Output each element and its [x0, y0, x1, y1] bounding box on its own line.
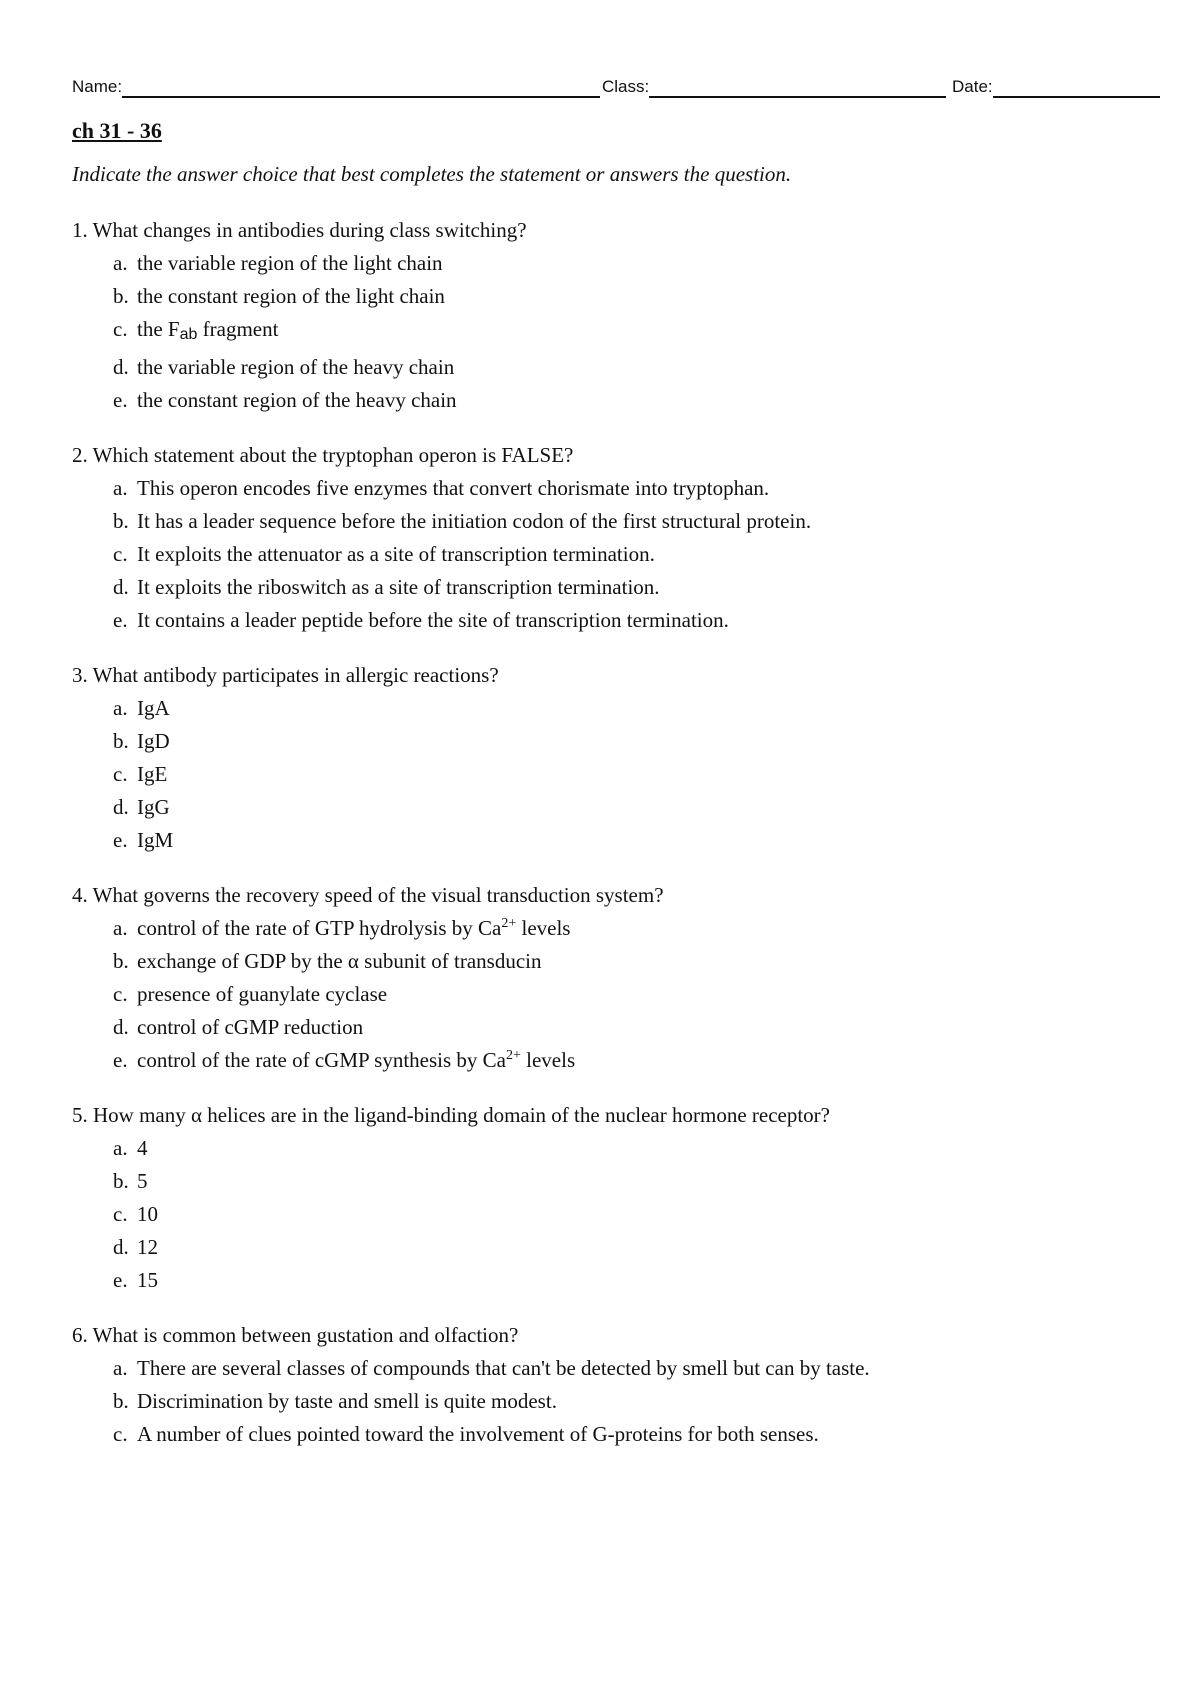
answer-option[interactable]	[72, 1198, 1132, 1231]
answer-option[interactable]	[72, 1165, 1132, 1198]
question-stem: 5. How many α helices are in the ligand-binding domain of the nuclear hormone receptor?	[72, 1103, 830, 1127]
option-text: the constant region of the heavy chain	[137, 388, 457, 412]
option-text: There are several classes of compounds that can't be detected by smell but can by taste.	[137, 1356, 870, 1380]
answer-option[interactable]	[72, 505, 1132, 538]
option-letter: b.	[113, 949, 129, 973]
answer-option[interactable]	[72, 725, 1132, 758]
option-letter: a.	[113, 476, 128, 500]
question-stem: 1. What changes in antibodies during class switching?	[72, 218, 527, 242]
class-field	[602, 72, 946, 98]
answer-option[interactable]	[72, 1352, 1132, 1385]
page-title: ch 31 - 36	[72, 118, 162, 143]
answer-option[interactable]	[72, 1264, 1132, 1297]
option-text: 4	[137, 1136, 148, 1160]
class-blank-line[interactable]	[649, 74, 946, 98]
answer-option[interactable]	[72, 945, 1132, 978]
answer-option[interactable]	[72, 824, 1132, 857]
option-text: 5	[137, 1169, 148, 1193]
option-text: 12	[137, 1235, 158, 1259]
option-letter: d.	[113, 1015, 129, 1039]
option-text: Discrimination by taste and smell is quite modest.	[137, 1389, 557, 1413]
option-letter: e.	[113, 388, 128, 412]
answer-option[interactable]	[72, 1044, 1132, 1077]
option-letter: e.	[113, 828, 128, 852]
question-stem: 4. What governs the recovery speed of the visual transduction system?	[72, 883, 664, 907]
option-text: IgG	[137, 795, 170, 819]
option-letter: a.	[113, 1136, 128, 1160]
answer-option[interactable]	[72, 1011, 1132, 1044]
option-text: It has a leader sequence before the initiation codon of the first structural protein.	[137, 509, 812, 533]
option-text: IgD	[137, 729, 170, 753]
question-stem: 2. Which statement about the tryptophan operon is FALSE?	[72, 443, 574, 467]
option-text-suffix: levels	[516, 916, 571, 940]
option-text: IgE	[137, 762, 168, 786]
option-text: 15	[137, 1268, 158, 1292]
answer-option[interactable]	[72, 912, 1132, 945]
option-text: the constant region of the light chain	[137, 284, 445, 308]
class-label: Class:	[602, 77, 650, 96]
question-6	[72, 1319, 1132, 1451]
answer-option[interactable]	[72, 692, 1132, 725]
option-letter: c.	[113, 542, 128, 566]
option-letter: b.	[113, 729, 129, 753]
answer-option[interactable]	[72, 1385, 1132, 1418]
question-stem: 6. What is common between gustation and olfaction?	[72, 1323, 519, 1347]
question-list	[72, 214, 1132, 1473]
answer-option[interactable]	[72, 758, 1132, 791]
answer-option[interactable]	[72, 791, 1132, 824]
answer-option[interactable]	[72, 978, 1132, 1011]
option-letter: d.	[113, 1235, 129, 1259]
option-text: It contains a leader peptide before the site of transcription termination.	[137, 608, 729, 632]
answer-option[interactable]	[72, 384, 1132, 417]
option-text: It exploits the attenuator as a site of transcription termination.	[137, 542, 655, 566]
option-text: A number of clues pointed toward the involvement of G-proteins for both senses.	[137, 1422, 819, 1446]
answer-option[interactable]	[72, 472, 1132, 505]
option-text: IgM	[137, 828, 174, 852]
answer-option[interactable]	[72, 1231, 1132, 1264]
option-letter: d.	[113, 575, 129, 599]
name-field	[72, 72, 600, 98]
option-text: This operon encodes five enzymes that convert chorismate into tryptophan.	[137, 476, 770, 500]
answer-option[interactable]	[72, 538, 1132, 571]
option-letter: b.	[113, 1389, 129, 1413]
student-info-header	[72, 72, 1160, 100]
option-letter: e.	[113, 608, 128, 632]
option-text: control of the rate of cGMP synthesis by Ca	[137, 1048, 506, 1072]
option-letter: b.	[113, 284, 129, 308]
option-letter: a.	[113, 251, 128, 275]
answer-option[interactable]	[72, 351, 1132, 384]
option-letter: c.	[113, 1202, 128, 1226]
question-2	[72, 439, 1132, 637]
option-text: 10	[137, 1202, 158, 1226]
answer-option[interactable]	[72, 1132, 1132, 1165]
date-blank-line[interactable]	[993, 74, 1160, 98]
answer-option[interactable]	[72, 1418, 1132, 1451]
option-text: the variable region of the light chain	[137, 251, 443, 275]
name-label: Name:	[72, 77, 123, 96]
option-letter: d.	[113, 795, 129, 819]
option-letter: e.	[113, 1048, 128, 1072]
option-text: IgA	[137, 696, 170, 720]
option-subscript: ab	[179, 326, 198, 343]
option-superscript: 2+	[501, 916, 517, 931]
option-letter: c.	[113, 762, 128, 786]
option-letter: a.	[113, 696, 128, 720]
option-text: presence of guanylate cyclase	[137, 982, 388, 1006]
option-text: exchange of GDP by the α subunit of transducin	[137, 949, 542, 973]
option-text: the F	[137, 317, 180, 341]
question-1	[72, 214, 1132, 417]
question-5	[72, 1099, 1132, 1297]
option-letter: d.	[113, 355, 129, 379]
option-letter: c.	[113, 1422, 128, 1446]
option-text: control of cGMP reduction	[137, 1015, 364, 1039]
answer-option[interactable]	[72, 571, 1132, 604]
answer-option[interactable]	[72, 247, 1132, 280]
option-superscript: 2+	[506, 1048, 521, 1063]
option-letter: e.	[113, 1268, 128, 1292]
option-letter: b.	[113, 1169, 129, 1193]
option-letter: b.	[113, 509, 129, 533]
question-3	[72, 659, 1132, 857]
date-label: Date:	[952, 77, 993, 96]
option-letter: c.	[113, 982, 128, 1006]
option-letter: a.	[113, 1356, 128, 1380]
date-field	[952, 72, 1160, 98]
option-text: the variable region of the heavy chain	[137, 355, 455, 379]
instructions: Indicate the answer choice that best completes the statement or answers the question.	[72, 162, 792, 186]
option-letter: a.	[113, 916, 128, 940]
option-text-suffix: levels	[520, 1048, 576, 1072]
name-blank-line[interactable]	[122, 74, 600, 98]
option-text: It exploits the riboswitch as a site of transcription termination.	[137, 575, 660, 599]
answer-option[interactable]	[72, 604, 1132, 637]
answer-option[interactable]	[72, 280, 1132, 313]
question-stem: 3. What antibody participates in allergic reactions?	[72, 663, 499, 687]
option-text-suffix: fragment	[197, 317, 279, 341]
option-letter: c.	[113, 317, 128, 341]
answer-option[interactable]	[72, 313, 1132, 351]
option-text: control of the rate of GTP hydrolysis by Ca	[137, 916, 502, 940]
question-4	[72, 879, 1132, 1077]
